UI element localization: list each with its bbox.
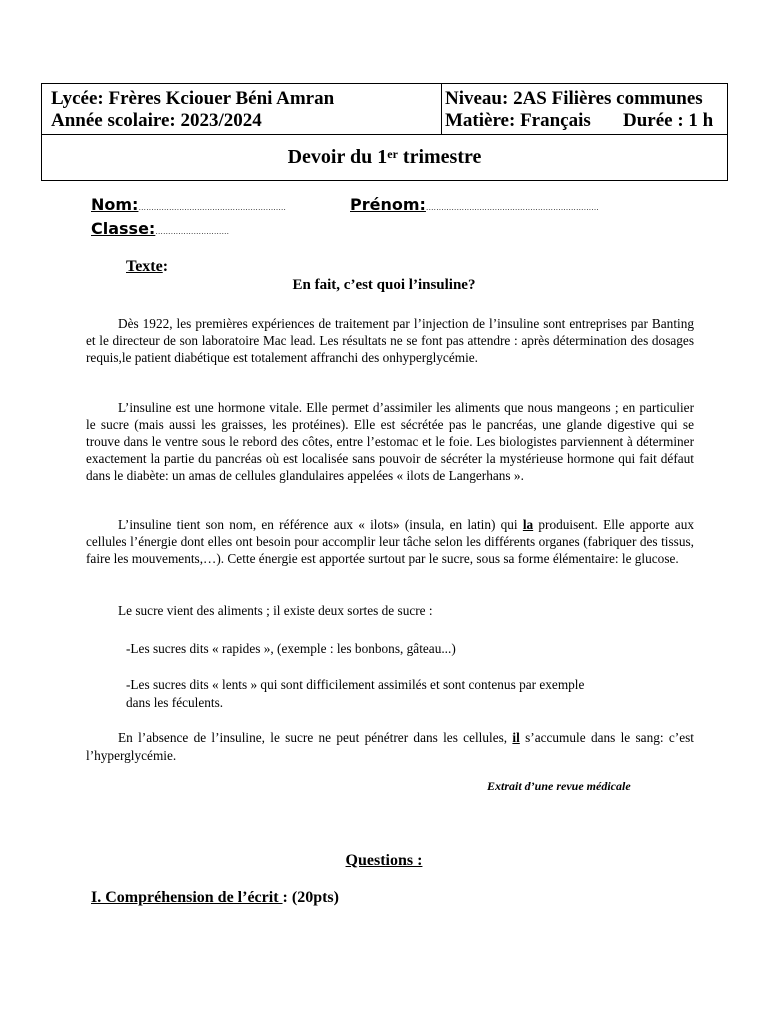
prenom-field [350,195,599,214]
paragraph-1: Dès 1922, les premières expériences de traitement par l’injection de l’insuline sont entreprises par Banting et le directeur de son laboratoire Mac lead. Les résultats ne se font pas attendre : après détermination des dosages requis,le patient diabétique est totalement affranchi des onhyperglycémie. [86,316,694,365]
nom-label: Nom: [91,195,139,214]
nom-field [91,195,286,214]
nom-dots: .......................................................... [138,203,286,212]
classe-field [91,219,229,238]
school-name: Lycée: Frères Kciouer Béni Amran [51,88,335,109]
header-right-cell [442,84,727,134]
questions-heading: Questions : [345,852,423,869]
duration: Durée : 1 h [623,110,714,131]
pronoun-la: la [522,517,534,532]
prenom-label: Prénom: [350,195,426,214]
paragraph-2: L’insuline est une hormone vitale. Elle permet d’assimiler les aliments que nous mangeons ; en particulier le sucre (mais aussi les graisses, les protéines). Elle est sécrétée pas le pancréas, une glande digestive qui se trouve dans le ventre sous le rebord des côtes, entre l’estomac et le foie. Les biologistes parviennent à déterminer exactement la partie du pancréas où est localisée sans pouvoir de sécréter la mystérieuse hormone qui fait défaut dans le diabète: un amas de cellules glandulaires appelées « ilots de Langerhans ». [86,400,694,483]
classe-label: Classe: [91,219,156,238]
bullet-lents-line2: dans les féculents. [126,695,224,710]
pronoun-il: il [512,730,520,745]
level: Niveau: 2AS Filières communes [445,88,703,109]
paragraph-3: L’insuline tient son nom, en référence aux « ilots» (insula, en latin) qui la produisent. Elle apporte aux cellules l’énergie dont elles ont besoin pour accomplir leur tâche selon les différents organes (fabriquer des tissus, faire les mouvements,…). Cette énergie est apportée surtout par le sucre, sous sa forme élémentaire: le glucose. [86,517,694,566]
source-citation: Extrait d’une revue médicale [487,779,631,793]
prenom-dots: .................................................................... [425,203,599,212]
text-title: En fait, c’est quoi l’insuline? [292,277,476,293]
paragraph-4: Le sucre vient des aliments ; il existe deux sortes de sucre : [118,603,433,618]
school-year: Année scolaire: 2023/2024 [51,110,262,131]
bullet-lents-line1: -Les sucres dits « lents » qui sont difficilement assimilés et sont contenus par exemple [126,677,585,692]
classe-dots: ............................. [155,227,230,236]
bullet-rapides: -Les sucres dits « rapides », (exemple : les bonbons, gâteau...) [126,641,456,656]
header-divider [42,134,727,135]
subject: Matière: Français [445,110,591,131]
header-left-cell [42,84,442,134]
section-comprehension: I. Compréhension de l’écrit : (20pts) [91,889,339,906]
header-box [41,83,728,181]
texte-label: Texte: [126,258,169,275]
paragraph-5: En l’absence de l’insuline, le sucre ne peut pénétrer dans les cellules, il s’accumule dans le sang: c’est l’hyperglycémie. [86,730,694,763]
exam-title: Devoir du 1er trimestre [287,146,482,168]
